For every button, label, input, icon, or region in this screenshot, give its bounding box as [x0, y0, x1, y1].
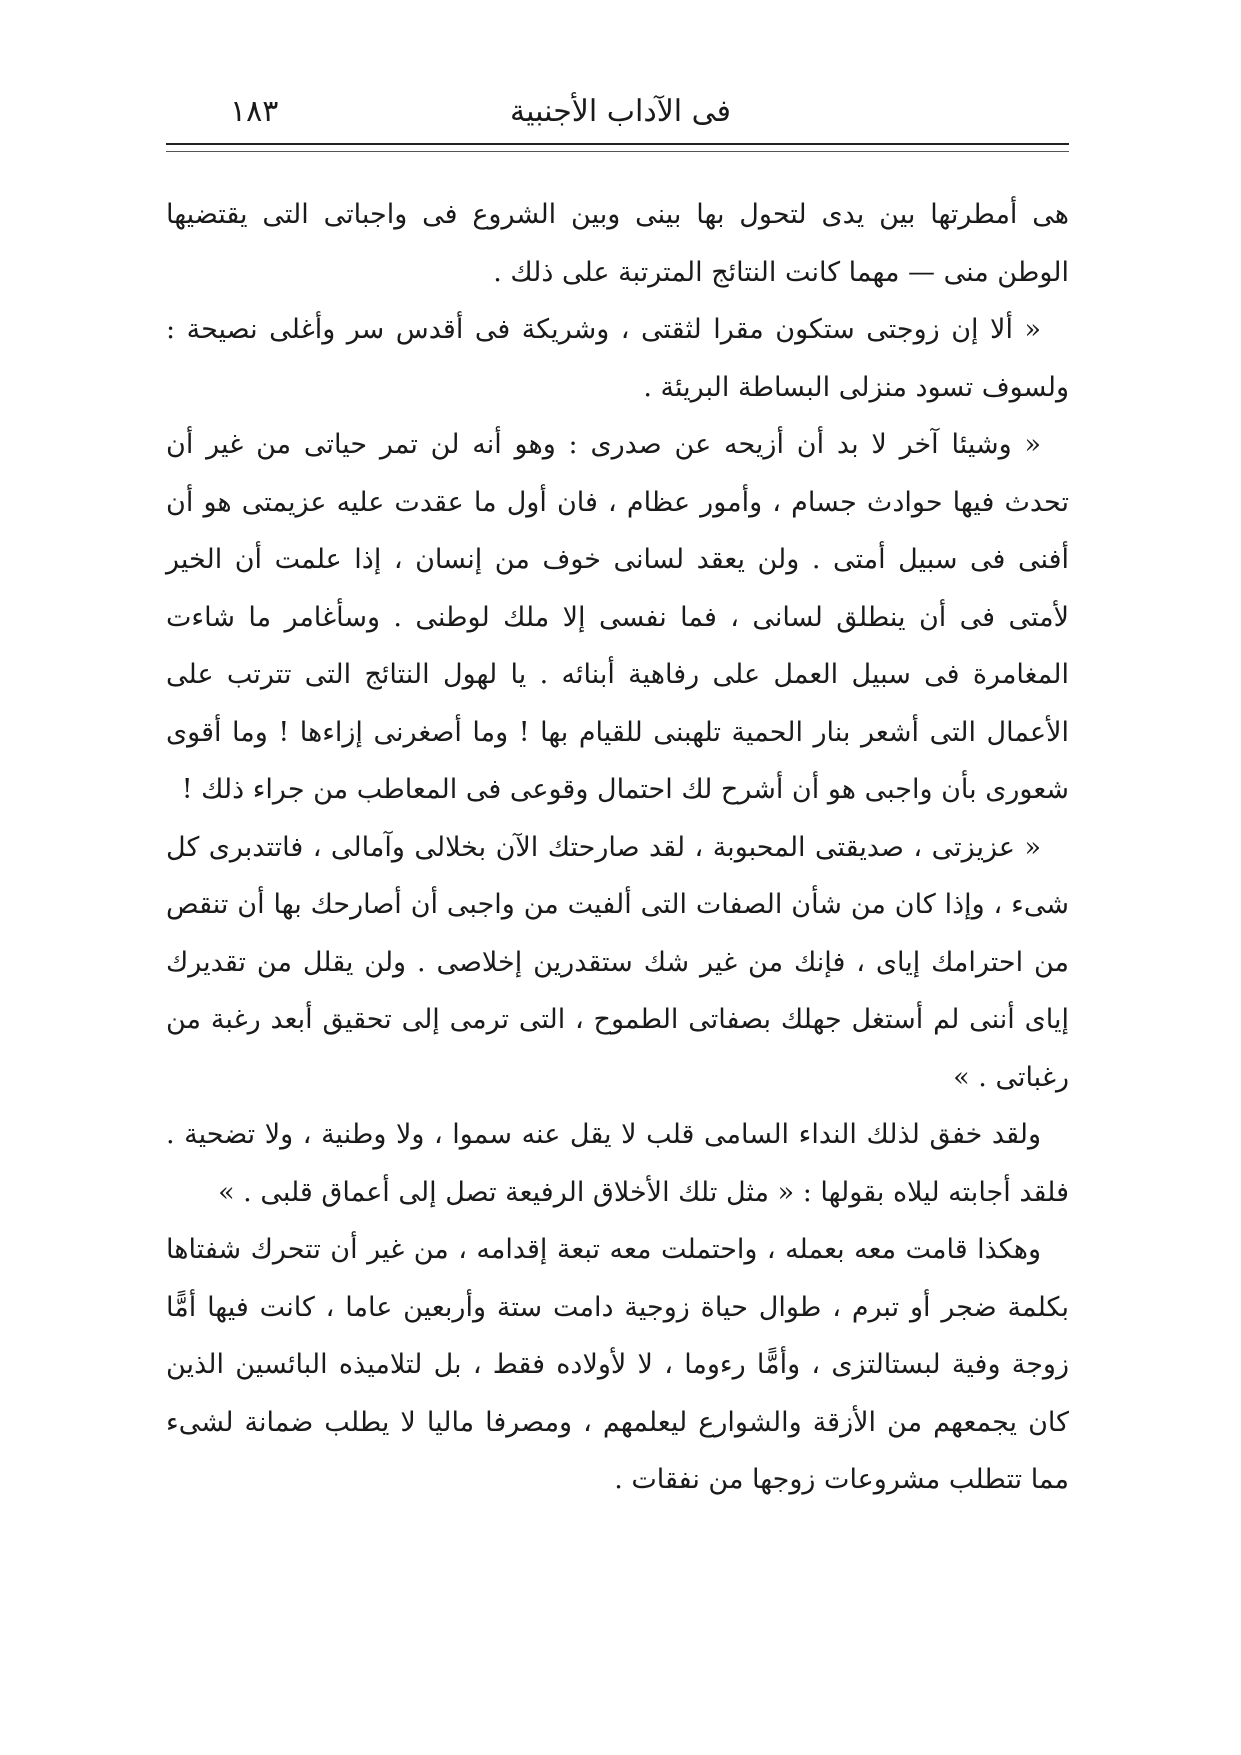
page-header [170, 92, 1071, 140]
paragraph-4: « عزيزتى ، صديقتى المحبوبة ، لقد صارحتك الآن بخلالى وآمالى ، فاتتدبرى كل شىء ، وإذا كان من شأن الصفات التى ألفيت من واجبى أن أصارحك بها أن تنقص من احترامك إياى ، فإنك من غير شك ستقدرين إخلاصى . ولن يقلل من تقديرك إياى أننى لم أستغل جهلك بصفاتى الطموح ، التى ترمى إلى تحقيق أبعد رغبة من رغباتى . » [166, 831, 1069, 1093]
body-text [166, 186, 1069, 1509]
header-rule [166, 143, 1069, 145]
page-number: ١٨٣ [230, 94, 279, 129]
header-rule-thin [166, 151, 1069, 152]
paragraph-6: وهكذا قامت معه بعمله ، واحتملت معه تبعة إقدامه ، من غير أن تتحرك شفتاها بكلمة ضجر أو تبرم ، طوال حياة زوجية دامت ستة وأربعين عاما ، كانت فيها أمًّا زوجة وفية لبستالتزى ، وأمًّا رءوما ، لا لأولاده فقط ، بل لتلاميذه البائسين الذين كان يجمعهم من الأزقة والشوارع ليعلمهم ، ومصرفا ماليا لا يطلب ضمانة لشىء مما تتطلب مشروعات زوجها من نفقات . [166, 1234, 1069, 1495]
paragraph-5: ولقد خفق لذلك النداء السامى قلب لا يقل عنه سموا ، ولا وطنية ، ولا تضحية . فلقد أجابته ليلاه بقولها : « مثل تلك الأخلاق الرفيعة تصل إلى أعماق قلبى . » [166, 1119, 1069, 1208]
paragraph-3: « وشيئا آخر لا بد أن أزيحه عن صدرى : وهو أنه لن تمر حياتى من غير أن تحدث فيها حوادث جسام ، وأمور عظام ، فان أول ما عقدت عليه عزيمتى هو أن أفنى فى سبيل أمتى . ولن يعقد لسانى خوف من إنسان ، إذا علمت أن الخير لأمتى فى أن ينطلق لسانى ، فما نفسى إلا ملك لوطنى . وسأغامر ما شاءت المغامرة فى سبيل العمل على رفاهية أبنائه . يا لهول النتائج التى تترتب على الأعمال التى أشعر بنار الحمية تلهبنى للقيام بها ! وما أصغرنى إزاءها ! وما أقوى شعورى بأن واجبى هو أن أشرح لك احتمال وقوعى فى المعاطب من جراء ذلك ! [166, 429, 1069, 805]
paragraph-1: هى أمطرتها بين يدى لتحول بها بينى وبين الشروع فى واجباتى التى يقتضيها الوطن منى — مهما كانت النتائج المترتبة على ذلك . [166, 199, 1069, 288]
running-title: فى الآداب الأجنبية [509, 94, 732, 129]
paragraph-2: « ألا إن زوجتى ستكون مقرا لثقتى ، وشريكة فى أقدس سر وأغلى نصيحة : ولسوف تسود منزلى البساطة البريئة . [166, 314, 1069, 403]
